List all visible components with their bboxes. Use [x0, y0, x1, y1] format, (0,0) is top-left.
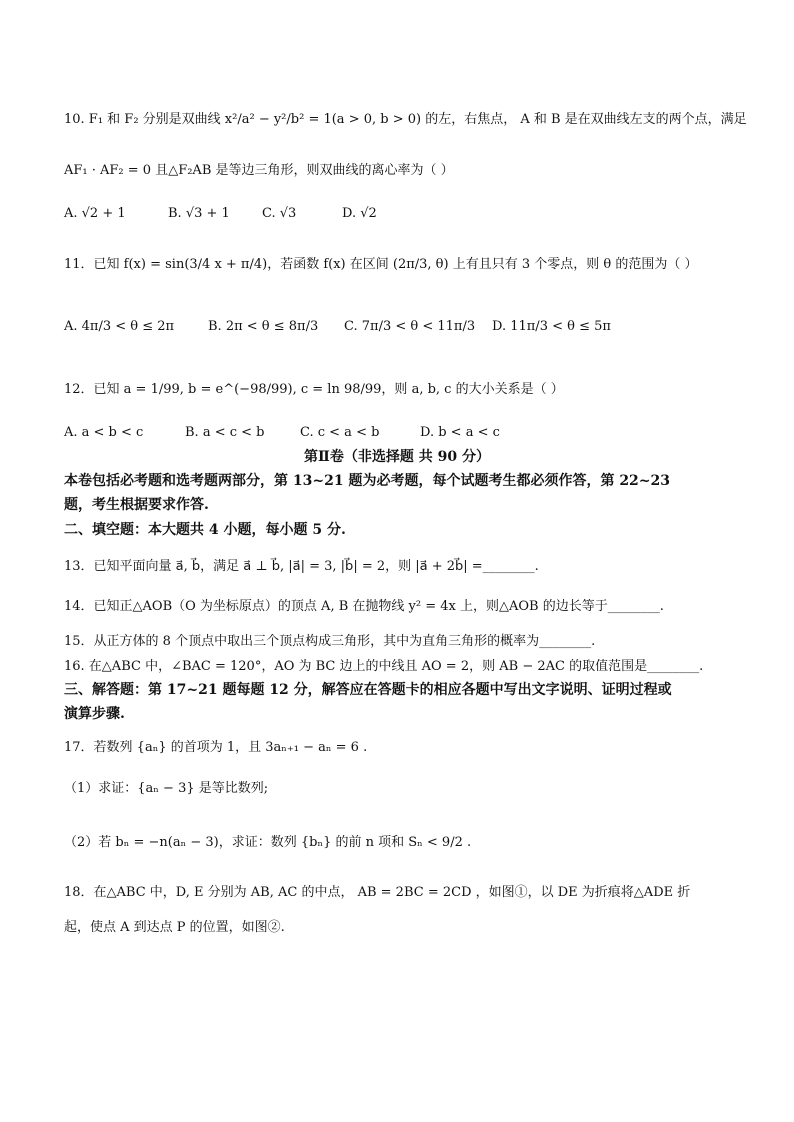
q16: 16. 在△ABC 中，∠BAC = 120°，AO 为 BC 边上的中线且 AO = 2，则 AB − 2AC 的取值范围是________. — [64, 659, 704, 674]
q12-option-a: A. a < b < c — [64, 425, 144, 440]
q14: 14．已知正△AOB（O 为坐标原点）的顶点 A, B 在抛物线 y² = 4x 上，则△AOB 的边长等于________. — [64, 599, 664, 614]
q17-part2: （2）若 bₙ = −n(aₙ − 3)，求证：数列 {bₙ} 的前 n 项和 Sₙ < 9/2 . — [64, 835, 472, 850]
q11-option-b: B. 2π < θ ≤ 8π/3 — [208, 319, 319, 334]
solution-heading-line1: 三、解答题：第 17~21 题每题 12 分，解答应在答题卡的相应各题中写出文字说明、证明过程或 — [64, 682, 672, 698]
q15: 15．从正方体的 8 个顶点中取出三个顶点构成三角形，其中为直角三角形的概率为________. — [64, 634, 596, 649]
q17-stem: 17．若数列 {aₙ} 的首项为 1，且 3aₙ₊₁ − aₙ = 6 . — [64, 740, 368, 755]
q10-line2: AF₁ · AF₂ = 0 且△F₂AB 是等边三角形，则双曲线的离心率为（ ） — [64, 163, 454, 178]
q10-line1: 10. F₁ 和 F₂ 分别是双曲线 x²/a² − y²/b² = 1(a > 0, b > 0) 的左，右焦点， A 和 B 是在双曲线左支的两个点，满足 — [64, 112, 747, 127]
q12-option-c: C. c < a < b — [300, 425, 380, 440]
fill-in-heading: 二、填空题：本大题共 4 小题，每小题 5 分. — [64, 522, 346, 538]
q10-option-a: A. √2 + 1 — [64, 206, 126, 221]
q10-option-b: B. √3 + 1 — [168, 206, 230, 221]
q17-part1: （1）求证：{aₙ − 3} 是等比数列; — [64, 781, 269, 796]
q12-line1: 12．已知 a = 1/99, b = e^(−98/99), c = ln 98/99，则 a, b, c 的大小关系是（ ） — [64, 382, 564, 397]
solution-heading-line2: 演算步骤. — [64, 706, 125, 722]
q12-option-d: D. b < a < c — [420, 425, 500, 440]
section2-intro-line2: 题，考生根据要求作答. — [64, 497, 209, 513]
q13: 13．已知平面向量 a⃗, b⃗，满足 a⃗ ⊥ b⃗, |a⃗| = 3, |b⃗| = 2，则 |a⃗ + 2b⃗| =________. — [64, 559, 539, 574]
section2-title: 第Ⅱ卷（非选择题 共 90 分） — [304, 449, 490, 465]
q11-option-a: A. 4π/3 < θ ≤ 2π — [64, 319, 175, 334]
q18-line1: 18．在△ABC 中，D, E 分别为 AB, AC 的中点， AB = 2BC = 2CD ，如图①，以 DE 为折痕将△ADE 折 — [64, 885, 691, 900]
q11-line1: 11．已知 f(x) = sin(3/4 x + π/4)，若函数 f(x) 在区间 (2π/3, θ) 上有且只有 3 个零点，则 θ 的范围为（ ） — [64, 257, 698, 272]
section2-intro-line1: 本卷包括必考题和选考题两部分，第 13~21 题为必考题，每个试题考生都必须作答，第 22~23 — [64, 473, 671, 489]
q12-option-b: B. a < c < b — [185, 425, 265, 440]
q18-line2: 起，使点 A 到达点 P 的位置，如图②. — [64, 920, 285, 935]
q11-option-d: D. 11π/3 < θ ≤ 5π — [492, 319, 611, 334]
q10-option-c: C. √3 — [262, 206, 297, 221]
q11-option-c: C. 7π/3 < θ < 11π/3 — [344, 319, 476, 334]
q10-option-d: D. √2 — [342, 206, 377, 221]
